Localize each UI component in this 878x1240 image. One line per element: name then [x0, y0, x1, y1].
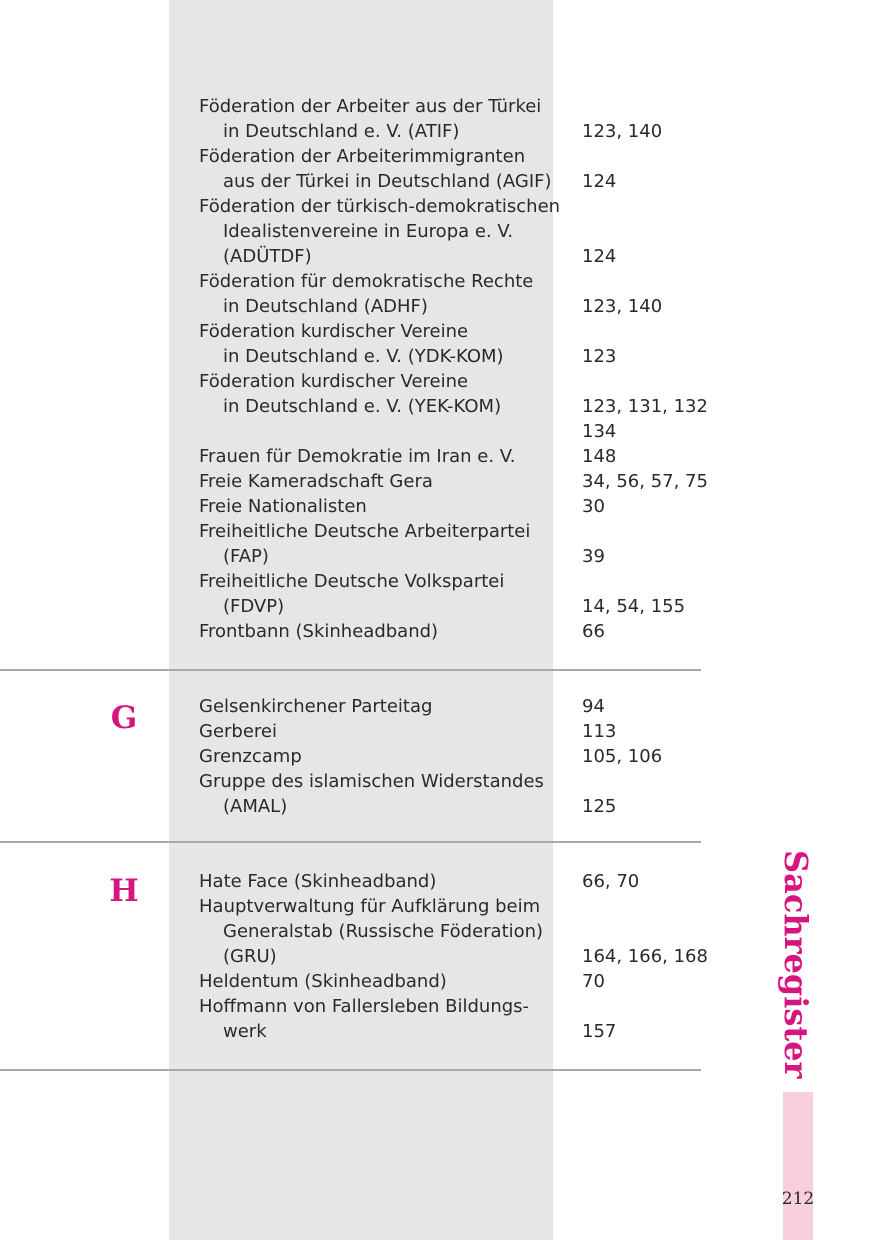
- index-entry-line: [199, 494, 709, 519]
- entry-text: Idealistenvereine in Europa e. V.: [223, 221, 514, 242]
- index-entry-line: [199, 519, 709, 544]
- entry-pages: 123: [582, 346, 617, 367]
- section-divider: [0, 1069, 701, 1071]
- index-entry-line: [199, 94, 709, 119]
- entry-text: Grenzcamp: [199, 746, 302, 767]
- entry-text: in Deutschland e. V. (YDK-KOM): [223, 346, 504, 367]
- entry-pages: 39: [582, 546, 605, 567]
- index-entry-line: [199, 244, 709, 269]
- entry-text: Freiheitliche Deutsche Volkspartei: [199, 571, 505, 592]
- entry-text: Föderation kurdischer Vereine: [199, 321, 469, 342]
- entry-text: Hauptverwaltung für Aufklärung beim: [199, 896, 541, 917]
- entry-pages: 164, 166, 168: [582, 946, 708, 967]
- entry-text: Föderation der Arbeiter aus der Türkei: [199, 96, 542, 117]
- section-g-entries: [199, 694, 709, 819]
- entry-pages: 123, 140: [582, 121, 663, 142]
- index-entry-line: [199, 569, 709, 594]
- entry-text: (FAP): [223, 546, 269, 567]
- entry-text: werk: [223, 1021, 267, 1042]
- entry-text: Frauen für Demokratie im Iran e. V.: [199, 446, 516, 467]
- entry-pages: 125: [582, 796, 617, 817]
- entry-text: Generalstab (Russische Föderation): [223, 921, 544, 942]
- index-entry-line: [199, 769, 709, 794]
- entry-text: Gerberei: [199, 721, 278, 742]
- index-entry-line: [199, 119, 709, 144]
- entry-text: Föderation kurdischer Vereine: [199, 371, 469, 392]
- index-entry-line: [199, 994, 709, 1019]
- entry-text: (GRU): [223, 946, 277, 967]
- entry-text: Föderation der türkisch-demokratischen: [199, 196, 561, 217]
- entry-pages: 124: [582, 171, 617, 192]
- entry-text: Hoffmann von Fallersleben Bildungs-: [199, 996, 530, 1017]
- index-entry-line: [199, 344, 709, 369]
- entry-pages: 123, 131, 132: [582, 396, 708, 417]
- index-entry-line: [199, 969, 709, 994]
- entry-pages: 66, 70: [582, 871, 640, 892]
- index-entry-line: [199, 594, 709, 619]
- entry-text: (ADÜTDF): [223, 246, 312, 267]
- entry-text: Heldentum (Skinheadband): [199, 971, 447, 992]
- entry-pages: 157: [582, 1021, 617, 1042]
- entry-text: Frontbann (Skinheadband): [199, 621, 439, 642]
- entry-text: Freie Nationalisten: [199, 496, 367, 517]
- entry-text: in Deutschland e. V. (ATIF): [223, 121, 460, 142]
- index-entry-line: [199, 469, 709, 494]
- entry-text: (FDVP): [223, 596, 285, 617]
- index-entry-line: [199, 694, 709, 719]
- entry-text: Freie Kameradschaft Gera: [199, 471, 433, 492]
- entry-pages: 34, 56, 57, 75: [582, 471, 708, 492]
- index-entry-line: [199, 394, 709, 419]
- entry-text: in Deutschland e. V. (YEK-KOM): [223, 396, 502, 417]
- index-entry-line: [199, 744, 709, 769]
- entry-pages: 70: [582, 971, 605, 992]
- entry-text: Föderation für demokratische Rechte: [199, 271, 534, 292]
- index-entry-line: [199, 794, 709, 819]
- entry-pages: 30: [582, 496, 605, 517]
- entry-text: Föderation der Arbeiterimmigranten: [199, 146, 526, 167]
- index-entry-line: [199, 269, 709, 294]
- entry-pages: 134: [582, 421, 617, 442]
- page-tab: [783, 1092, 813, 1240]
- entry-text: Gruppe des islamischen Widerstandes: [199, 771, 544, 792]
- index-entry-line: [199, 194, 709, 219]
- index-entry-line: [199, 444, 709, 469]
- entry-pages: 113: [582, 721, 617, 742]
- entry-pages: 66: [582, 621, 605, 642]
- entry-text: aus der Türkei in Deutschland (AGIF): [223, 171, 552, 192]
- index-entry-line: [199, 169, 709, 194]
- index-entry-line: [199, 294, 709, 319]
- index-entry-line: [199, 319, 709, 344]
- index-entry-line: [199, 419, 709, 444]
- section-h-entries: [199, 869, 709, 1044]
- entry-pages: 14, 54, 155: [582, 596, 686, 617]
- index-entry-line: [199, 869, 709, 894]
- side-label-sachregister: Sachregister: [777, 850, 815, 1079]
- section-letter-g: G: [110, 700, 138, 736]
- entry-text: Hate Face (Skinheadband): [199, 871, 437, 892]
- section-divider: [0, 669, 701, 671]
- entry-text: (AMAL): [223, 796, 288, 817]
- index-entry-line: [199, 944, 709, 969]
- index-entry-line: [199, 894, 709, 919]
- index-entry-line: [199, 219, 709, 244]
- section-divider: [0, 841, 701, 843]
- entry-pages: 148: [582, 446, 617, 467]
- index-entry-line: [199, 144, 709, 169]
- section-f-entries: [199, 94, 709, 644]
- index-entry-line: [199, 919, 709, 944]
- entry-text: in Deutschland (ADHF): [223, 296, 428, 317]
- section-letter-h: H: [109, 873, 139, 909]
- index-entry-line: [199, 544, 709, 569]
- index-entry-line: [199, 619, 709, 644]
- index-entry-line: [199, 1019, 709, 1044]
- index-entry-line: [199, 719, 709, 744]
- entry-pages: 94: [582, 696, 605, 717]
- entry-text: Gelsenkirchener Parteitag: [199, 696, 433, 717]
- entry-pages: 124: [582, 246, 617, 267]
- entry-pages: 123, 140: [582, 296, 663, 317]
- entry-text: Freiheitliche Deutsche Arbeiterpartei: [199, 521, 531, 542]
- entry-pages: 105, 106: [582, 746, 663, 767]
- page-number: 212: [781, 1189, 815, 1209]
- index-entry-line: [199, 369, 709, 394]
